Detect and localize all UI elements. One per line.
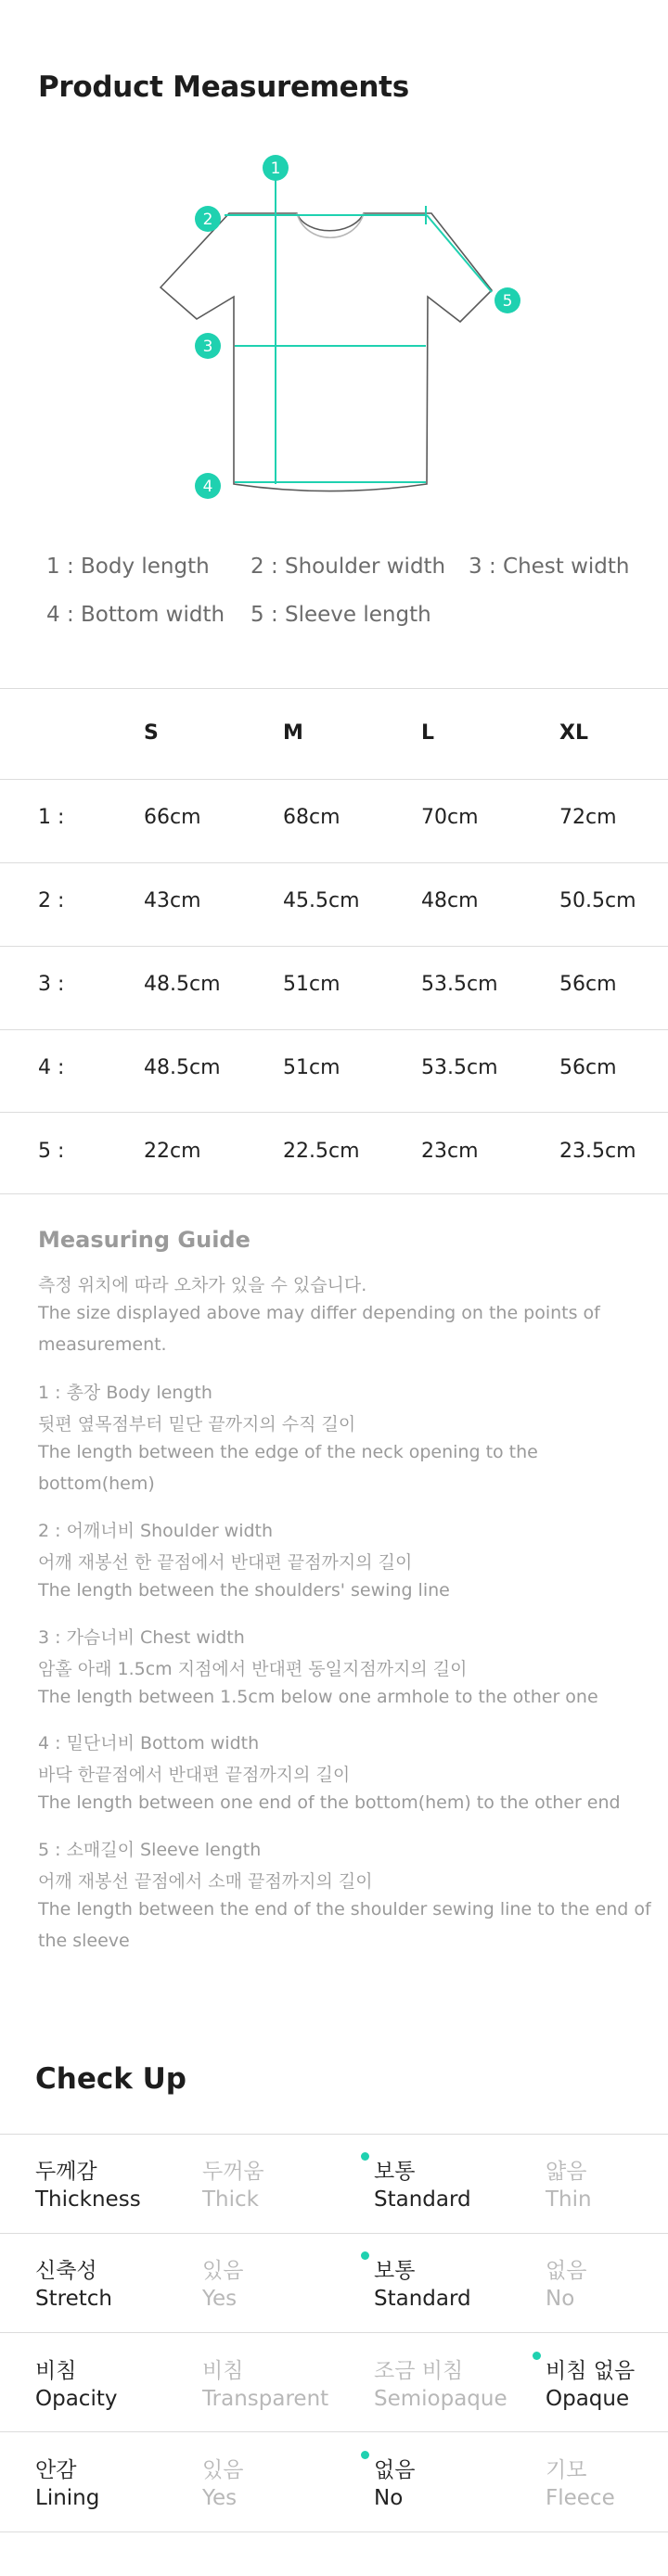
guide-item-line: the sleeve xyxy=(38,1931,130,1951)
selected-dot xyxy=(361,2152,369,2161)
check-option: Yes xyxy=(202,2287,238,2311)
table-cell: 48.5cm xyxy=(144,1056,221,1079)
table-cell: 68cm xyxy=(283,806,340,829)
table-cell: 50.5cm xyxy=(559,889,636,912)
marker-2 xyxy=(195,206,221,232)
guide-item-line: 뒷편 옆목점부터 밑단 끝까지의 수직 길이 xyxy=(38,1414,356,1435)
marker-4 xyxy=(195,473,221,499)
table-cell: 23cm xyxy=(421,1140,479,1163)
check-option-selected: Standard xyxy=(374,2187,471,2212)
guide-item-line: The length between the edge of the neck opening to the xyxy=(38,1442,538,1462)
legend-body-length: 1 : Body length xyxy=(46,555,210,579)
guide-item-line: The length between one end of the bottom(hem) to the other end xyxy=(38,1792,621,1813)
guide-title: Measuring Guide xyxy=(38,1227,250,1253)
legend-bottom-width: 4 : Bottom width xyxy=(46,603,225,627)
check-option-selected: 비침 없음 xyxy=(546,2359,636,2383)
guide-item-line: The length between the end of the shoulder sewing line to the end of xyxy=(38,1899,651,1919)
table-cell: 22.5cm xyxy=(283,1140,360,1163)
check-option: 조금 비침 xyxy=(374,2359,464,2383)
check-category-ko: 비침 xyxy=(35,2359,77,2383)
check-option: 얇음 xyxy=(546,2160,587,2184)
table-cell: 72cm xyxy=(559,806,617,829)
guide-item-title: 4 : 밑단너비 Bottom width xyxy=(38,1733,260,1753)
check-option: Thin xyxy=(546,2187,592,2212)
check-option: Transparent xyxy=(202,2387,329,2411)
check-category-ko: 안감 xyxy=(35,2458,77,2482)
guide-item-line: 어깨 재봉선 끝점에서 소매 끝점까지의 길이 xyxy=(38,1871,373,1892)
check-option: 두꺼움 xyxy=(202,2160,264,2184)
size-header-m: M xyxy=(283,721,303,745)
check-option: 비침 xyxy=(202,2359,244,2383)
check-up-title: Check Up xyxy=(35,2062,186,2096)
table-cell: 22cm xyxy=(144,1140,201,1163)
table-cell: 43cm xyxy=(144,889,201,912)
table-cell: 66cm xyxy=(144,806,201,829)
guide-intro-line: The size displayed above may differ depending on the points of xyxy=(38,1303,600,1323)
row-label: 5 : xyxy=(38,1140,65,1163)
svg-text:1: 1 xyxy=(270,159,281,178)
check-option-selected: 보통 xyxy=(374,2160,416,2184)
check-option-selected: Standard xyxy=(374,2287,471,2311)
check-option-selected: 없음 xyxy=(374,2458,416,2482)
divider xyxy=(0,2233,668,2234)
table-cell: 53.5cm xyxy=(421,973,498,996)
row-label: 2 : xyxy=(38,889,65,912)
guide-item-title: 3 : 가슴너비 Chest width xyxy=(38,1627,245,1648)
check-option-selected: Opaque xyxy=(546,2387,630,2411)
guide-item-title: 1 : 총장 Body length xyxy=(38,1383,212,1403)
legend-chest-width: 3 : Chest width xyxy=(469,555,630,579)
sleeve-length-line xyxy=(427,215,492,292)
divider xyxy=(0,688,668,689)
diagram-markers xyxy=(195,155,520,499)
svg-text:3: 3 xyxy=(202,338,213,356)
divider xyxy=(0,1112,668,1113)
svg-text:5: 5 xyxy=(502,292,513,311)
marker-1 xyxy=(263,155,289,181)
check-option: 없음 xyxy=(546,2259,587,2283)
table-cell: 56cm xyxy=(559,1056,617,1079)
divider xyxy=(0,946,668,947)
guide-intro-line: measurement. xyxy=(38,1334,167,1355)
check-category-en: Lining xyxy=(35,2486,100,2510)
check-option-selected: No xyxy=(374,2486,404,2510)
check-option: Semiopaque xyxy=(374,2387,507,2411)
table-cell: 45.5cm xyxy=(283,889,360,912)
divider xyxy=(0,2431,668,2432)
divider xyxy=(0,1029,668,1030)
check-option: Fleece xyxy=(546,2486,615,2510)
guide-item-line: 어깨 재봉선 한 끝점에서 반대편 끝점까지의 길이 xyxy=(38,1552,413,1573)
table-cell: 53.5cm xyxy=(421,1056,498,1079)
check-category-ko: 신축성 xyxy=(35,2259,97,2283)
table-cell: 48.5cm xyxy=(144,973,221,996)
legend-sleeve-length: 5 : Sleeve length xyxy=(250,603,431,627)
svg-text:4: 4 xyxy=(202,478,213,496)
check-category-en: Opacity xyxy=(35,2387,118,2411)
check-option: Yes xyxy=(202,2486,238,2510)
guide-item-line: 바닥 한끝점에서 반대편 끝점까지의 길이 xyxy=(38,1765,351,1785)
guide-item-line: bottom(hem) xyxy=(38,1473,155,1494)
marker-5 xyxy=(495,287,520,313)
check-category-ko: 두께감 xyxy=(35,2160,97,2184)
check-option: 기모 xyxy=(546,2458,587,2482)
size-header-l: L xyxy=(421,721,435,745)
divider xyxy=(0,2134,668,2135)
table-cell: 48cm xyxy=(421,889,479,912)
selected-dot xyxy=(361,2251,369,2260)
size-header-xl: XL xyxy=(559,721,588,745)
divider xyxy=(0,862,668,863)
guide-item-title: 5 : 소매길이 Sleeve length xyxy=(38,1840,262,1860)
size-header-s: S xyxy=(144,721,159,745)
selected-dot xyxy=(533,2352,541,2360)
row-label: 4 : xyxy=(38,1056,65,1079)
svg-text:2: 2 xyxy=(202,210,213,229)
row-label: 1 : xyxy=(38,806,65,829)
table-cell: 23.5cm xyxy=(559,1140,636,1163)
table-cell: 70cm xyxy=(421,806,479,829)
guide-intro-line: 측정 위치에 따라 오차가 있을 수 있습니다. xyxy=(38,1275,367,1295)
marker-3 xyxy=(195,333,221,359)
check-option: Thick xyxy=(202,2187,259,2212)
divider xyxy=(0,2531,668,2532)
guide-item-title: 2 : 어깨너비 Shoulder width xyxy=(38,1521,274,1541)
check-option: 있음 xyxy=(202,2259,244,2283)
legend-shoulder-width: 2 : Shoulder width xyxy=(250,555,446,579)
table-cell: 51cm xyxy=(283,973,340,996)
row-label: 3 : xyxy=(38,973,65,996)
guide-item-line: 암홀 아래 1.5cm 지점에서 반대편 동일지점까지의 길이 xyxy=(38,1659,468,1679)
check-option-selected: 보통 xyxy=(374,2259,416,2283)
page-title: Product Measurements xyxy=(38,70,409,104)
selected-dot xyxy=(361,2451,369,2459)
table-cell: 51cm xyxy=(283,1056,340,1079)
divider xyxy=(0,779,668,780)
guide-item-line: The length between the shoulders' sewing line xyxy=(38,1580,450,1600)
check-option: 있음 xyxy=(202,2458,244,2482)
divider xyxy=(0,2332,668,2333)
measure-lines xyxy=(225,171,492,484)
divider xyxy=(0,1193,668,1194)
tshirt-measurement-diagram xyxy=(148,139,538,510)
guide-item-line: The length between 1.5cm below one armhole to the other one xyxy=(38,1687,598,1707)
check-option: No xyxy=(546,2287,575,2311)
check-category-en: Stretch xyxy=(35,2287,112,2311)
check-category-en: Thickness xyxy=(35,2187,141,2212)
table-cell: 56cm xyxy=(559,973,617,996)
